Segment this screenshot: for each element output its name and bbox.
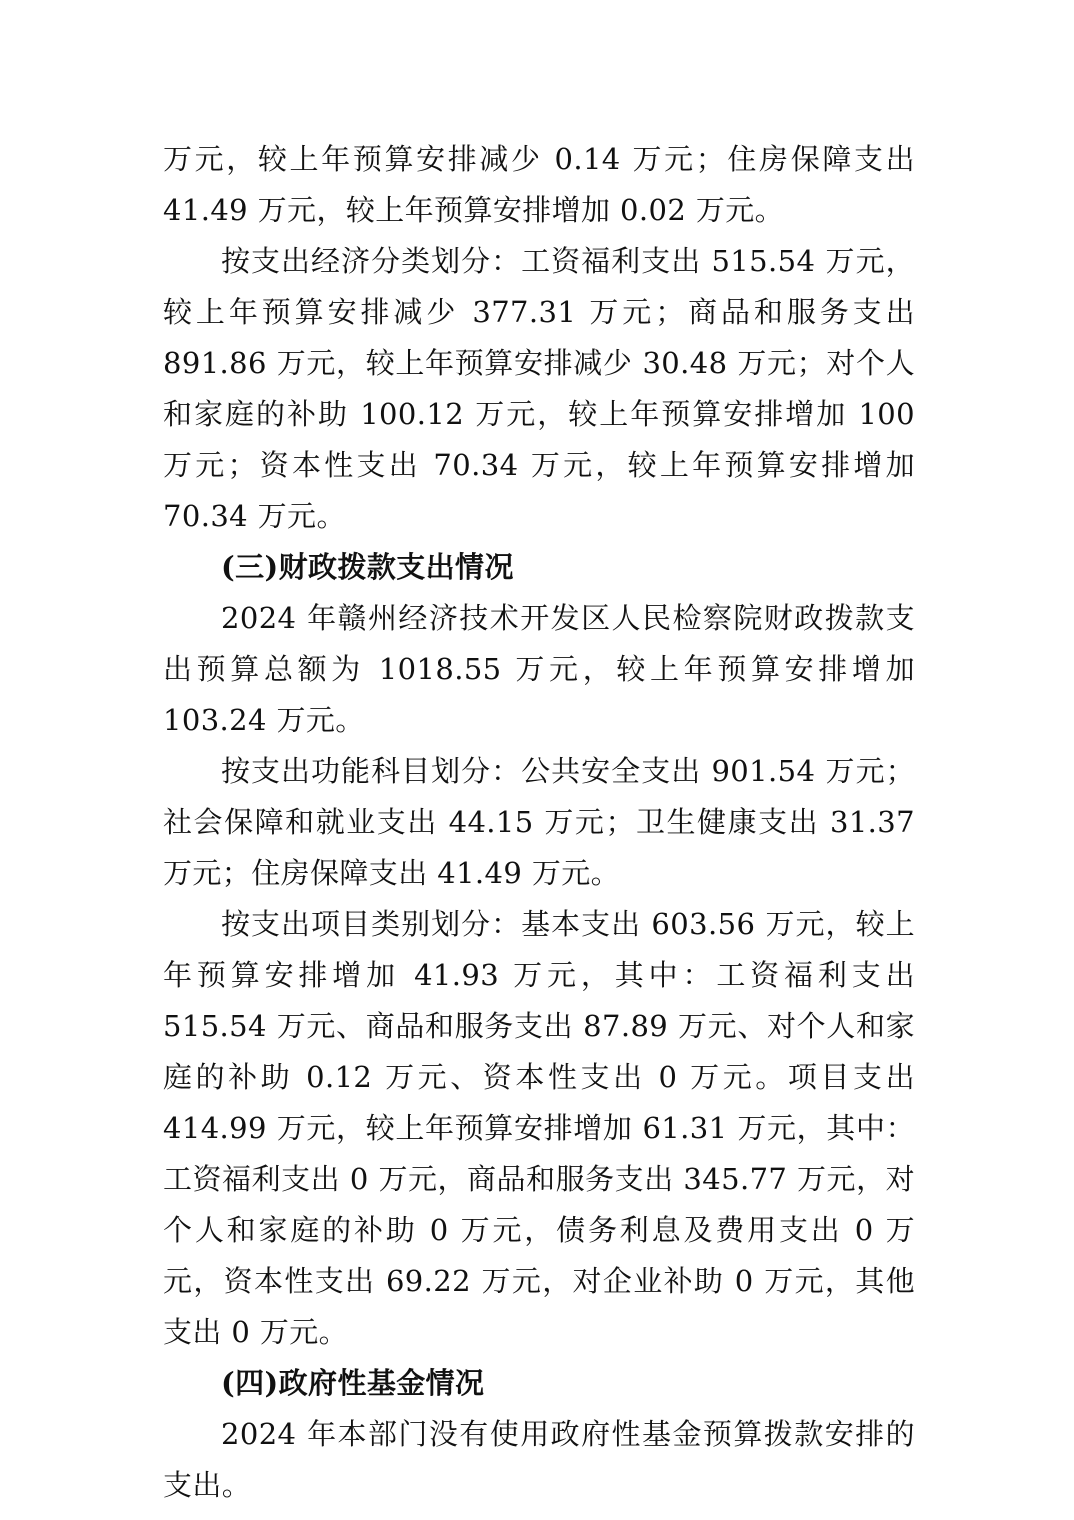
section-heading-fiscal-appropriation: (三)财政拨款支出情况 xyxy=(221,550,514,584)
paragraph-functional-classification: 按支出功能科目划分：公共安全支出 901.54 万元；社会保障和就业支出 44.15 万元；卫生健康支出 31.37 万元；住房保障支出 41.49 万元。 xyxy=(163,754,915,890)
paragraph-fiscal-total: 2024 年赣州经济技术开发区人民检察院财政拨款支出预算总额为 1018.55 万元，较上年预算安排增加 103.24 万元。 xyxy=(163,601,915,737)
paragraph-economic-classification: 按支出经济分类划分：工资福利支出 515.54 万元，较上年预算安排减少 377.31 万元；商品和服务支出 891.86 万元，较上年预算安排减少 30.48 万元；对个人和家庭的补助 100.12 万元，较上年预算安排增加 100 万元；资本性支出 70.34 万元，较上年预算安排增加 70.34 万元。 xyxy=(163,244,915,533)
section-heading-government-fund: (四)政府性基金情况 xyxy=(221,1366,485,1400)
paragraph-continued-housing: 万元，较上年预算安排减少 0.14 万元；住房保障支出 41.49 万元，较上年预算安排增加 0.02 万元。 xyxy=(163,142,915,227)
paragraph-project-category: 按支出项目类别划分：基本支出 603.56 万元，较上年预算安排增加 41.93 万元，其中：工资福利支出 515.54 万元、商品和服务支出 87.89 万元、对个人和家庭的补助 0.12 万元、资本性支出 0 万元。项目支出 414.99 万元，较上年预算安排增加 61.31 万元，其中：工资福利支出 0 万元，商品和服务支出 345.77 万元，对个人和家庭的补助 0 万元，债务利息及费用支出 0 万元，资本性支出 69.22 万元，对企业补助 0 万元，其他支出 0 万元。 xyxy=(163,907,915,1349)
document-page xyxy=(163,134,915,1511)
paragraph-government-fund: 2024 年本部门没有使用政府性基金预算拨款安排的支出。 xyxy=(163,1417,915,1502)
